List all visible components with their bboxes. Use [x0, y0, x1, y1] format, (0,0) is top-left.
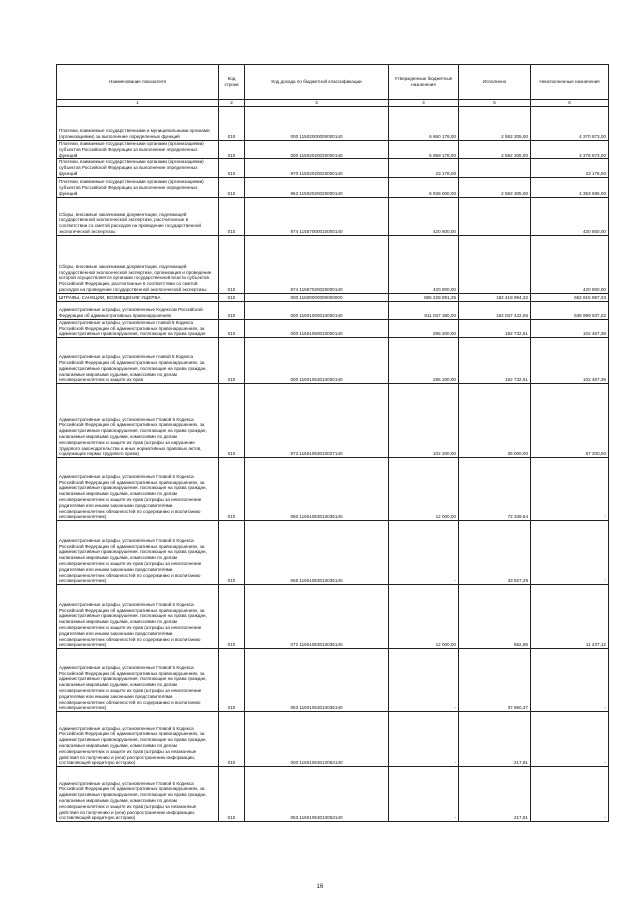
row-unexecuted: 4 353 695,00	[531, 177, 609, 197]
row-approved: 811 037 380,00	[389, 301, 459, 319]
header-name: Наименование показателя	[57, 65, 219, 100]
row-name: ШТРАФЫ, САНКЦИИ, ВОЗМЕЩЕНИЕ УЩЕРБА	[57, 293, 219, 301]
row-name: Сборы, вносимые заказчиками документации, подлежащей государственной экологической экспертизе, организация и проведение которой осуществляется органами государственной власти субъектов Российской Федерации, рассчитанные в соответствии со сметой расходов на проведение государственной экологической экспертизы	[57, 235, 219, 293]
row-kd: 000 11601000010000140	[245, 301, 389, 319]
row-code: 010	[219, 235, 245, 293]
row-executed	[459, 159, 531, 177]
row-approved: 6 959 178,00	[389, 141, 459, 159]
row-executed: 2 582 305,00	[459, 141, 531, 159]
row-unexecuted: 4 370 873,00	[531, 107, 609, 141]
row-kd: 050 11601053010035140	[245, 458, 389, 521]
colnum: 5	[459, 100, 531, 107]
row-approved: -	[389, 712, 459, 767]
row-name: Административные штрафы, установленные Главой 5 Кодекса Российской Федерации об административных правонарушениях, за административные правонарушения, посягающие на права граждан, налагаемые мировыми судьями, комиссиями по делам несовершеннолетних и защите их прав (штрафы за нарушение трудового законодательства и иных нормативных правовых актов, содержащих нормы трудового права)	[57, 384, 219, 458]
row-name: Административные штрафы, установленные Главой 5 Кодекса Российской Федерации об административных правонарушениях, за административные правонарушения, посягающие на права граждан, налагаемые мировыми судьями, комиссиями по делам несовершеннолетних и защите их прав (штрафы за неисполнение родителями или иными законными представителями несовершеннолетних обязанностей по содержанию и воспитанию несовершеннолетних)	[57, 458, 219, 521]
colnum: 2	[219, 100, 245, 107]
row-unexecuted: 102 467,39	[531, 319, 609, 337]
table-row	[57, 159, 609, 177]
budget-execution-table	[56, 64, 609, 822]
table-row	[57, 458, 609, 521]
row-name: Административные штрафы, установленные главой 5 Кодекса Российской Федерации об административных правонарушениях, за административные правонарушения, посягающие на права граждан, налагаемые мировыми судьями, комиссиями по делам несовершеннолетних и защите их прав	[57, 338, 219, 384]
row-name: Платежи, взимаемые государственными органами (организациями) субъектов Российской Федерации за выполнение определенных функций	[57, 159, 219, 177]
report-page	[56, 64, 608, 822]
row-name: Административные штрафы, установленные Главой 5 Кодекса Российской Федерации об административных правонарушениях, за административные правонарушения, посягающие на права граждан, налагаемые мировыми судьями, комиссиями по делам несовершеннолетних и защите их прав (штрафы за неисполнение родителями или иными законными представителями несовершеннолетних обязанностей по содержанию и воспитанию несовершеннолетних)	[57, 521, 219, 585]
row-unexecuted: 102 467,39	[531, 338, 609, 384]
table-row	[57, 767, 609, 822]
row-executed	[459, 197, 531, 235]
row-code: 010	[219, 458, 245, 521]
row-kd: 000 11502020020000140	[245, 141, 389, 159]
row-unexecuted: 4 376 873,00	[531, 141, 609, 159]
colnum: 3	[245, 100, 389, 107]
column-number-row	[57, 100, 609, 107]
row-kd: 000 11600000000000000	[245, 293, 389, 301]
row-executed: 217,81	[459, 767, 531, 822]
row-approved: 102 200,00	[389, 384, 459, 458]
row-executed: 192 732,61	[459, 319, 531, 337]
row-name: Административные штрафы, установленные Главой 5 Кодекса Российской Федерации об административных правонарушениях, за административные правонарушения, посягающие на права граждан, налагаемые мировыми судьями, комиссиями по делам несовершеннолетних и защите их прав (штрафы за неисполнение родителями или иными законными представителями несовершеннолетних обязанностей по содержанию и воспитанию несовершеннолетних)	[57, 585, 219, 649]
row-name: Административные штрафы, установленные главой 5 Кодекса Российской Федерации об административных правонарушениях, за административные правонарушения, посягающие на права граждан	[57, 319, 219, 337]
row-name: Административные штрафы, установленные Главой 5 Кодекса Российской Федерации об административных правонарушениях, за административные правонарушения, посягающие на права граждан, налагаемые мировыми судьями, комиссиями по делам несовершеннолетних и защите их прав (штрафы за неисполнение родителями или иными законными представителями несовершеннолетних обязанностей по содержанию и воспитанию несовершеннолетних)	[57, 649, 219, 712]
row-kd: 000 11601053010000140	[245, 338, 389, 384]
row-unexecuted: -	[531, 649, 609, 712]
row-executed: 2 582 305,00	[459, 177, 531, 197]
table-row	[57, 141, 609, 159]
table-row	[57, 235, 609, 293]
row-name: Платежи, взимаемые государственными и муниципальными органами (организациями) за выполнение определенных функций	[57, 107, 219, 141]
table-row	[57, 338, 609, 384]
row-approved: -	[389, 521, 459, 585]
row-approved: 420 800,00	[389, 197, 459, 235]
row-kd: 962 11502020020000140	[245, 177, 389, 197]
row-executed	[459, 235, 531, 293]
row-code: 010	[219, 197, 245, 235]
row-code: 010	[219, 301, 245, 319]
row-approved: -	[389, 767, 459, 822]
header-approved: Утвержденные бюджетные назначения	[389, 65, 459, 100]
row-unexecuted: -	[531, 521, 609, 585]
colnum: 1	[57, 100, 219, 107]
page-number: 16	[316, 884, 324, 890]
row-executed: 33 827,29	[459, 521, 531, 585]
table-row	[57, 712, 609, 767]
row-executed: 192 732,61	[459, 338, 531, 384]
row-unexecuted: 648 999 937,02	[531, 301, 609, 319]
row-name: Административные штрафы, установленные Главой 5 Кодекса Российской Федерации об административных правонарушениях, за административные правонарушения, посягающие на права граждан, налагаемые мировыми судьями, комиссиями по делам несовершеннолетних и защите их прав (штрафы за незаконные действия по получению и (или) распространению информации, составляющей кредитную историю)	[57, 767, 219, 822]
table-row	[57, 384, 609, 458]
row-unexecuted: -	[531, 767, 609, 822]
row-name: Сборы, вносимые заказчиками документации, подлежащей государственной экологической экспертизе, рассчитанные в соответствии со сметой расходов на проведение государственной экологической экспертизы	[57, 197, 219, 235]
row-code: 010	[219, 767, 245, 822]
row-code: 010	[219, 159, 245, 177]
row-name: Административные штрафы, установленные Главой 5 Кодекса Российской Федерации об административных правонарушениях, за административные правонарушения, посягающие на права граждан, налагаемые мировыми судьями, комиссиями по делам несовершеннолетних и защите их прав (штрафы за незаконные действия по получению и (или) распространению информации, составляющей кредитную историю)	[57, 712, 219, 767]
table-row	[57, 107, 609, 141]
row-kd: 000 11502000000000140	[245, 107, 389, 141]
row-kd: 053 11601053010063140	[245, 767, 389, 822]
colnum: 6	[531, 100, 609, 107]
row-executed: 217,81	[459, 712, 531, 767]
row-executed: 162 037 442,06	[459, 301, 531, 319]
row-kd: 063 11601053010035140	[245, 649, 389, 712]
colnum: 4	[389, 100, 459, 107]
table-row	[57, 301, 609, 319]
row-approved: 420 800,00	[389, 235, 459, 293]
header-code: Код строки	[219, 65, 245, 100]
row-unexecuted: 662 815 897,03	[531, 293, 609, 301]
row-name: Платежи, взимаемые государственными органами (организациями) субъектов Российской Федерации за выполнение определенных функций	[57, 141, 219, 159]
row-name: Административные штрафы, установленные Кодексом Российской Федерации об административных правонарушениях	[57, 301, 219, 319]
row-executed: 35 000,00	[459, 384, 531, 458]
table-row	[57, 197, 609, 235]
table-row	[57, 649, 609, 712]
row-unexecuted: 420 800,00	[531, 235, 609, 293]
row-unexecuted: 67 200,00	[531, 384, 609, 458]
table-row	[57, 521, 609, 585]
row-code: 010	[219, 585, 245, 649]
row-name: Платежи, взимаемые государственными органами (организациями) субъектов Российской Федерации за выполнение определенных функций	[57, 177, 219, 197]
row-kd: 072 11601053010035140	[245, 585, 389, 649]
header-kd: Код дохода по бюджетной классификации	[245, 65, 389, 100]
row-code: 010	[219, 107, 245, 141]
row-executed: 562,88	[459, 585, 531, 649]
row-code: 010	[219, 712, 245, 767]
row-approved: 295 200,00	[389, 319, 459, 337]
row-code: 010	[219, 521, 245, 585]
row-kd: 970 11502020020000140	[245, 159, 389, 177]
table-header-row	[57, 65, 609, 100]
row-unexecuted: -	[531, 712, 609, 767]
row-kd: 000 11601050010000140	[245, 319, 389, 337]
row-approved: -	[389, 649, 459, 712]
row-code: 010	[219, 384, 245, 458]
row-kd: 066 11601053010035140	[245, 521, 389, 585]
row-code: 010	[219, 293, 245, 301]
row-approved: 12 000,00	[389, 458, 459, 521]
row-approved: 6 936 000,00	[389, 177, 459, 197]
row-executed: 72 349,54	[459, 458, 531, 521]
row-unexecuted: 23 178,00	[531, 159, 609, 177]
table-body	[57, 107, 609, 822]
table-row	[57, 293, 609, 301]
row-kd: 974 11557020020000140	[245, 235, 389, 293]
row-executed: 37 850,37	[459, 649, 531, 712]
header-executed: Исполнено	[459, 65, 531, 100]
row-approved: 12 000,00	[389, 585, 459, 649]
row-code: 010	[219, 177, 245, 197]
row-approved: 855 228 891,35	[389, 293, 459, 301]
row-kd: 974 11557000010000140	[245, 197, 389, 235]
row-code: 010	[219, 649, 245, 712]
row-code: 010	[219, 319, 245, 337]
row-kd: 000 11601053010063140	[245, 712, 389, 767]
row-approved: 6 660 178,00	[389, 107, 459, 141]
row-unexecuted: 11 437,12	[531, 585, 609, 649]
row-approved: 23 178,00	[389, 159, 459, 177]
row-kd: 972 11601053010027140	[245, 384, 389, 458]
row-unexecuted: -	[531, 458, 609, 521]
row-executed: 192 418 994,32	[459, 293, 531, 301]
header-unexecuted: Неисполненные назначения	[531, 65, 609, 100]
row-code: 010	[219, 141, 245, 159]
table-row	[57, 319, 609, 337]
table-row	[57, 585, 609, 649]
table-row	[57, 177, 609, 197]
row-executed: 2 582 305,00	[459, 107, 531, 141]
row-approved: 295 200,00	[389, 338, 459, 384]
row-unexecuted: 420 800,00	[531, 197, 609, 235]
row-code: 010	[219, 338, 245, 384]
